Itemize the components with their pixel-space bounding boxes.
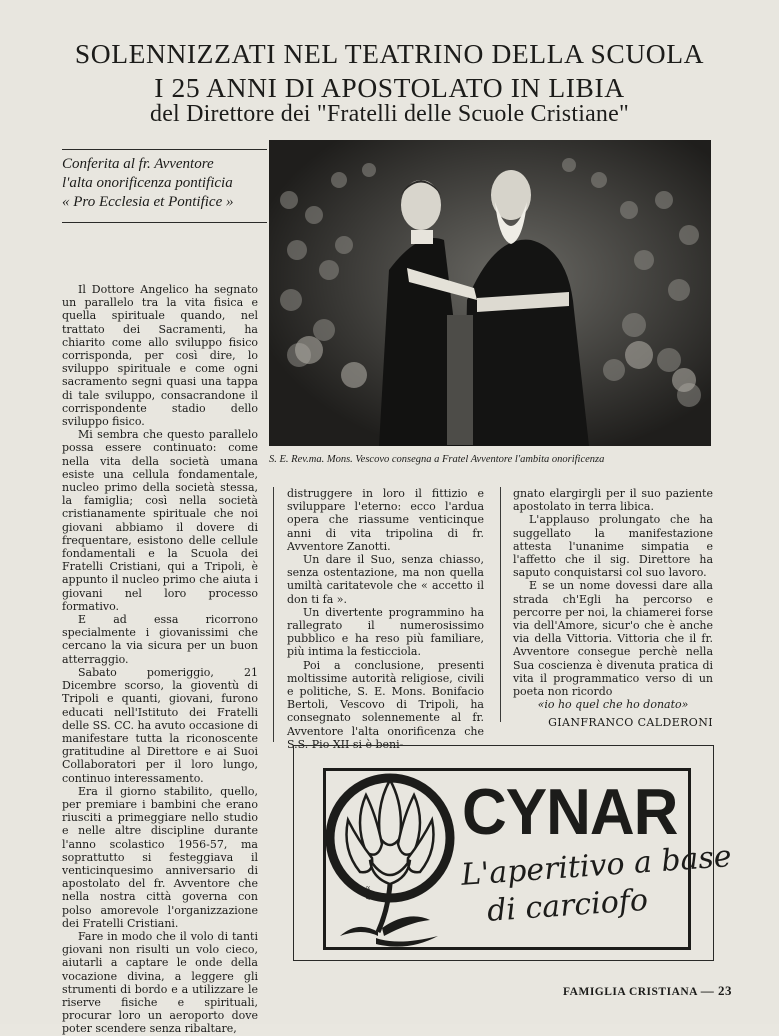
subhead-line-1: Conferita al fr. Avventore — [62, 156, 214, 172]
paragraph: Era il giorno stabilito, quello, per premiare i bambini che erano riusciti a primeggiare nello studio e nelle altre discipline durante l'anno scolastico 1956-57, ma soprattutto si festeggiava il venticinquesimo anniversario di apostolato del fr. Avventore che nella nostra città governa con polso amorevole l'organizzazione dei Fratelli Cristiani. — [62, 784, 258, 930]
column-divider — [500, 487, 501, 722]
paragraph: distruggere in loro il fittizio e sviluppare l'eterno: ecco l'ardua opera che riassume venticinque anni di vita tripolina di fr. Avventore Zanotti. — [287, 487, 484, 553]
column-divider — [273, 487, 274, 742]
article-column-3 — [513, 487, 713, 730]
paragraph: Un dare il Suo, senza chiasso, senza ostentazione, ma non quella umiltà caritatevole che « accetto il don ti fa ». — [287, 553, 484, 606]
article-column-2 — [287, 487, 484, 751]
ceremony-photo — [269, 140, 711, 446]
closing-quote: «io ho quel che ho donato» — [537, 698, 689, 712]
headline-line-2: I 25 ANNI DI APOSTOLATO IN LIBIA — [154, 72, 625, 103]
brand-name: CYNAR — [462, 776, 678, 849]
article-author: GIANFRANCO CALDERONI — [548, 716, 713, 730]
page-footer — [563, 983, 732, 999]
paragraph: Il Dottore Angelico ha segnato un parallelo tra la vita fisica e quella spirituale quando, nel trattato dei Sacramenti, ha chiarito come allo sviluppo fisico corrisponda, per così dire, lo sviluppo spirituale e come ogni sacramento segni quasi una tappa di tale sviluppo, consacrandone il corrispondente stadio dello sviluppo fisico. — [62, 283, 258, 429]
headline-line-3: del Direttore dei "Fratelli delle Scuole Cristiane" — [150, 101, 629, 127]
subhead-top-rule — [62, 149, 267, 150]
ad-slogan-line-2: di carciofo — [486, 882, 650, 929]
paragraph: Fare in modo che il volo di tanti giovani non risulti un volo cieco, aiutarli a captare le onde della vocazione divina, a leggere gli strumenti di bordo e a utilizzare le riserve fisiche e spirituali, procurar loro un aeroporto dove poter scendere senza ribaltare, — [62, 929, 258, 1036]
magazine-name: FAMIGLIA CRISTIANA — [563, 986, 698, 998]
paragraph: Poi a conclusione, presenti moltissime autorità religiose, civili e politiche, S. E. Mons. Bonifacio Bertoli, Vescovo di Tripoli, ha consegnato solennemente al fr. Avventore l'alta onorificenza che S.S. Pio XII si è beni- — [287, 658, 484, 751]
subhead-line-3: « Pro Ecclesia et Pontifice » — [62, 194, 234, 210]
subhead-bottom-rule — [62, 222, 267, 223]
paragraph: Sabato pomeriggio, 21 Dicembre scorso, la gioventù di Tripoli e quanti, giovani, furono educati nell'Istituto dei Fratelli delle SS. CC. ha avuto occasione di manifestare tutta la riconoscente gratitudine al Direttore e ai Suoi Collaboratori per il loro lungo, continuo interessamento. — [62, 665, 258, 785]
ceremony-photo-image — [269, 140, 711, 446]
headline-line-1: SOLENNIZZATI NEL TEATRINO DELLA SCUOLA — [74, 38, 705, 69]
article-column-1 — [62, 283, 258, 1036]
ad-agency-mark: ARAR — [366, 886, 372, 900]
ad-slogan-line-1: L'aperitivo a base — [460, 839, 733, 893]
paragraph: L'applauso prolungato che ha suggellato la manifestazione attesta l'unanime simpatia e l'affetto che il sig. Direttore ha saputo conquistarsi col suo lavoro. — [513, 513, 713, 580]
subhead — [62, 155, 267, 212]
photo-caption: S. E. Rev.ma. Mons. Vescovo consegna a Fratel Avventore l'ambita onorificenza — [269, 454, 605, 465]
paragraph: gnato elargirgli per il suo paziente apostolato in terra libica. — [513, 487, 713, 514]
paragraph: Mi sembra che questo parallelo possa essere continuato: come nella vita della società umana esiste una cellula fondamentale, nucleo primo della società stessa, la famiglia; così nella società cristianamente spirituale che noi giovani abbiamo il dovere di frequentare, esistono delle cellule fondamentali e la Scuola dei Fratelli Cristiani, qui a Tripoli, è appunto il nucleo primo che aiuta i giovani nel loro processo formativo. — [62, 428, 258, 613]
paragraph: E ad essa ricorrono specialmente i giovanissimi che cercano la via sicura per un buon atterraggio. — [62, 613, 258, 666]
paragraph: E se un nome dovessi dare alla strada ch'Egli ha percorso e percorre per noi, la chiamerei forse via dell'Amore, sicur'o che è anche via della Vittoria. Vittoria che il fr. Avventore consegue perchè nella Sua coscienza è divenuta pratica di vita il programmatico verso di un poeta non ricordo — [513, 579, 713, 699]
page-number: — 23 — [700, 983, 732, 998]
paragraph: Un divertente programmino ha rallegrato il numerosissimo pubblico e ha reso più familiare, più intima la festicciola. — [287, 605, 484, 659]
artichoke-logo-icon — [318, 760, 478, 950]
subhead-line-2: l'alta onorificenza pontificia — [62, 175, 233, 191]
